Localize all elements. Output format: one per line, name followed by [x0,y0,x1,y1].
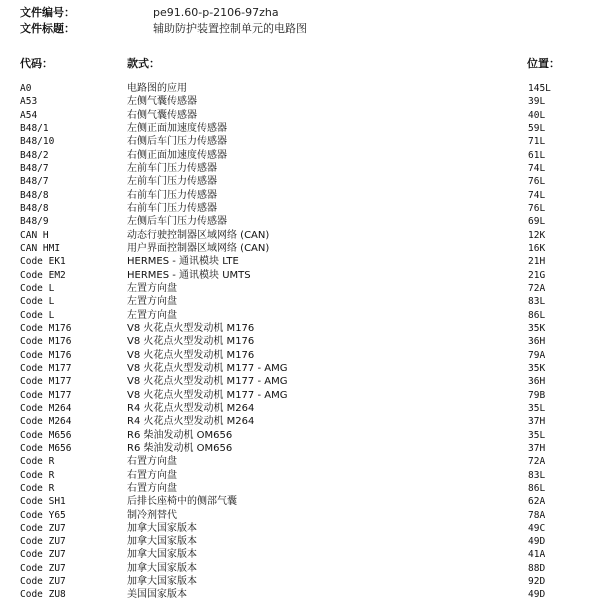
component-position: 59L [528,122,546,134]
component-position: 36H [528,336,546,348]
component-position: 62A [528,496,546,508]
component-description: 右侧气囊传感器 [127,109,197,121]
component-code: Code EK1 [20,256,66,268]
component-code: Code L [20,309,55,321]
list-item [0,295,606,308]
component-description: 电路图的应用 [127,83,187,94]
list-item [0,375,606,388]
component-position: 76L [528,176,546,188]
component-description: 左侧气囊传感器 [127,96,197,108]
list-item [0,95,606,108]
component-position: 88D [528,562,546,574]
doc-number-label: 文件编号： [20,6,75,19]
component-position: 49D [528,589,546,601]
component-code: Code ZU7 [20,536,66,548]
component-position: 37H [528,442,546,454]
component-code: Code R [20,469,55,481]
list-item [0,575,606,588]
component-position: 74L [528,189,546,201]
component-position: 74L [528,162,546,174]
list-item [0,349,606,362]
column-header-desc: 款式： [127,57,160,70]
component-position: 83L [528,296,546,308]
component-code: B48/9 [20,216,49,228]
doc-title-label: 文件标题： [20,22,75,35]
component-description: 左前车门压力传感器 [127,176,217,188]
list-item [0,242,606,255]
component-code: B48/10 [20,136,55,148]
component-description: V8 火花点火型发动机 M177 - AMG [127,389,288,401]
list-item [0,282,606,295]
component-code: Code M177 [20,389,72,401]
list-item [0,509,606,522]
component-position: 79B [528,389,546,401]
component-description: V8 火花点火型发动机 M176 [127,349,255,361]
component-description: 右前车门压力传感器 [127,202,217,214]
component-description: V8 火花点火型发动机 M176 [127,336,255,348]
component-code: B48/8 [20,189,49,201]
component-position: 12K [528,229,546,241]
component-code: B48/8 [20,202,49,214]
component-list [0,82,606,602]
component-code: Code M177 [20,362,72,374]
component-position: 35L [528,402,546,414]
list-item [0,535,606,548]
component-code: B48/7 [20,162,49,174]
component-description: 美国国家版本 [127,589,187,601]
component-code: CAN HMI [20,242,61,254]
list-item [0,588,606,601]
component-position: 61L [528,149,546,161]
component-code: Code M176 [20,349,72,361]
component-description: 左置方向盘 [127,282,177,294]
component-description: 右侧正面加速度传感器 [127,149,227,161]
component-code: Code L [20,296,55,308]
component-description: V8 火花点火型发动机 M177 - AMG [127,376,288,388]
component-description: 加拿大国家版本 [127,536,197,548]
component-description: 右前车门压力传感器 [127,189,217,201]
list-item [0,215,606,228]
list-item [0,309,606,322]
component-position: 37H [528,416,546,428]
list-item [0,322,606,335]
component-code: Code SH1 [20,496,66,508]
component-code: Code M264 [20,416,72,428]
component-code: Code Y65 [20,509,66,521]
component-description: 左前车门压力传感器 [127,162,217,174]
component-description: 左置方向盘 [127,296,177,308]
component-description: 左侧正面加速度传感器 [127,122,227,134]
component-code: A53 [20,96,38,108]
component-description: R6 柴油发动机 OM656 [127,429,233,441]
component-description: 制冷剂替代 [127,509,177,521]
component-position: 69L [528,216,546,228]
list-item [0,162,606,175]
list-item [0,442,606,455]
list-item [0,269,606,282]
component-description: 动态行驶控制器区域网络 (CAN) [127,229,270,241]
component-code: Code EM2 [20,269,66,281]
component-description: 加拿大国家版本 [127,576,197,588]
component-description: R6 柴油发动机 OM656 [127,442,233,454]
list-item [0,175,606,188]
list-item [0,429,606,442]
component-position: 21G [528,269,546,281]
list-item [0,229,606,242]
component-code: Code R [20,456,55,468]
list-item [0,82,606,95]
component-position: 72A [528,456,546,468]
component-position: 76L [528,202,546,214]
component-description: R4 火花点火型发动机 M264 [127,402,255,414]
component-code: Code ZU7 [20,549,66,561]
component-code: A54 [20,109,38,121]
component-description: 加拿大国家版本 [127,549,197,561]
component-code: Code M176 [20,322,72,334]
component-position: 79A [528,349,546,361]
component-code: Code R [20,482,55,494]
component-position: 16K [528,242,546,254]
list-item [0,255,606,268]
component-position: 72A [528,282,546,294]
list-item [0,335,606,348]
doc-number-value: pe91.60-p-2106-97zha [153,6,279,19]
list-item [0,455,606,468]
component-position: 36H [528,376,546,388]
doc-title-value: 辅助防护装置控制单元的电路图 [153,22,307,35]
component-description: HERMES - 通讯模块 LTE [127,256,239,268]
component-position: 39L [528,96,546,108]
component-position: 49C [528,522,546,534]
list-item [0,402,606,415]
component-position: 49D [528,536,546,548]
component-description: 用户界面控制器区域网络 (CAN) [127,242,270,254]
component-description: R4 火花点火型发动机 M264 [127,416,255,428]
component-code: B48/2 [20,149,49,161]
component-position: 35K [528,362,546,374]
component-position: 41A [528,549,546,561]
component-position: 71L [528,136,546,148]
component-description: 后排长座椅中的侧部气囊 [127,496,237,508]
component-position: 78A [528,509,546,521]
component-code: A0 [20,83,32,94]
component-position: 86L [528,482,546,494]
component-description: V8 火花点火型发动机 M176 [127,322,255,334]
component-description: 加拿大国家版本 [127,562,197,574]
column-header-pos: 位置： [527,57,560,70]
component-code: Code M177 [20,376,72,388]
list-item [0,149,606,162]
list-item [0,562,606,575]
list-item [0,362,606,375]
list-item [0,109,606,122]
component-code: Code M656 [20,429,72,441]
component-description: HERMES - 通讯模块 UMTS [127,269,251,281]
component-description: 左侧后车门压力传感器 [127,216,227,228]
list-item [0,522,606,535]
component-code: B48/7 [20,176,49,188]
list-item [0,202,606,215]
component-code: CAN H [20,229,49,241]
column-header-code: 代码： [20,57,53,70]
list-item [0,189,606,202]
component-position: 86L [528,309,546,321]
component-position: 21H [528,256,546,268]
component-code: B48/1 [20,122,49,134]
component-code: Code ZU7 [20,576,66,588]
list-item [0,135,606,148]
component-position: 83L [528,469,546,481]
component-code: Code M264 [20,402,72,414]
list-item [0,482,606,495]
component-code: Code ZU8 [20,589,66,601]
component-description: 右置方向盘 [127,482,177,494]
component-code: Code ZU7 [20,522,66,534]
component-description: 加拿大国家版本 [127,522,197,534]
component-position: 35K [528,322,546,334]
component-description: 左置方向盘 [127,309,177,321]
list-item [0,122,606,135]
component-code: Code ZU7 [20,562,66,574]
component-description: V8 火花点火型发动机 M177 - AMG [127,362,288,374]
list-item [0,495,606,508]
list-item [0,389,606,402]
component-description: 右置方向盘 [127,469,177,481]
component-description: 右置方向盘 [127,456,177,468]
component-code: Code M656 [20,442,72,454]
component-description: 右侧后车门压力传感器 [127,136,227,148]
list-item [0,469,606,482]
component-position: 92D [528,576,546,588]
component-position: 35L [528,429,546,441]
component-code: Code L [20,282,55,294]
component-code: Code M176 [20,336,72,348]
component-position: 145L [528,83,551,94]
list-item [0,548,606,561]
component-position: 40L [528,109,546,121]
list-item [0,415,606,428]
